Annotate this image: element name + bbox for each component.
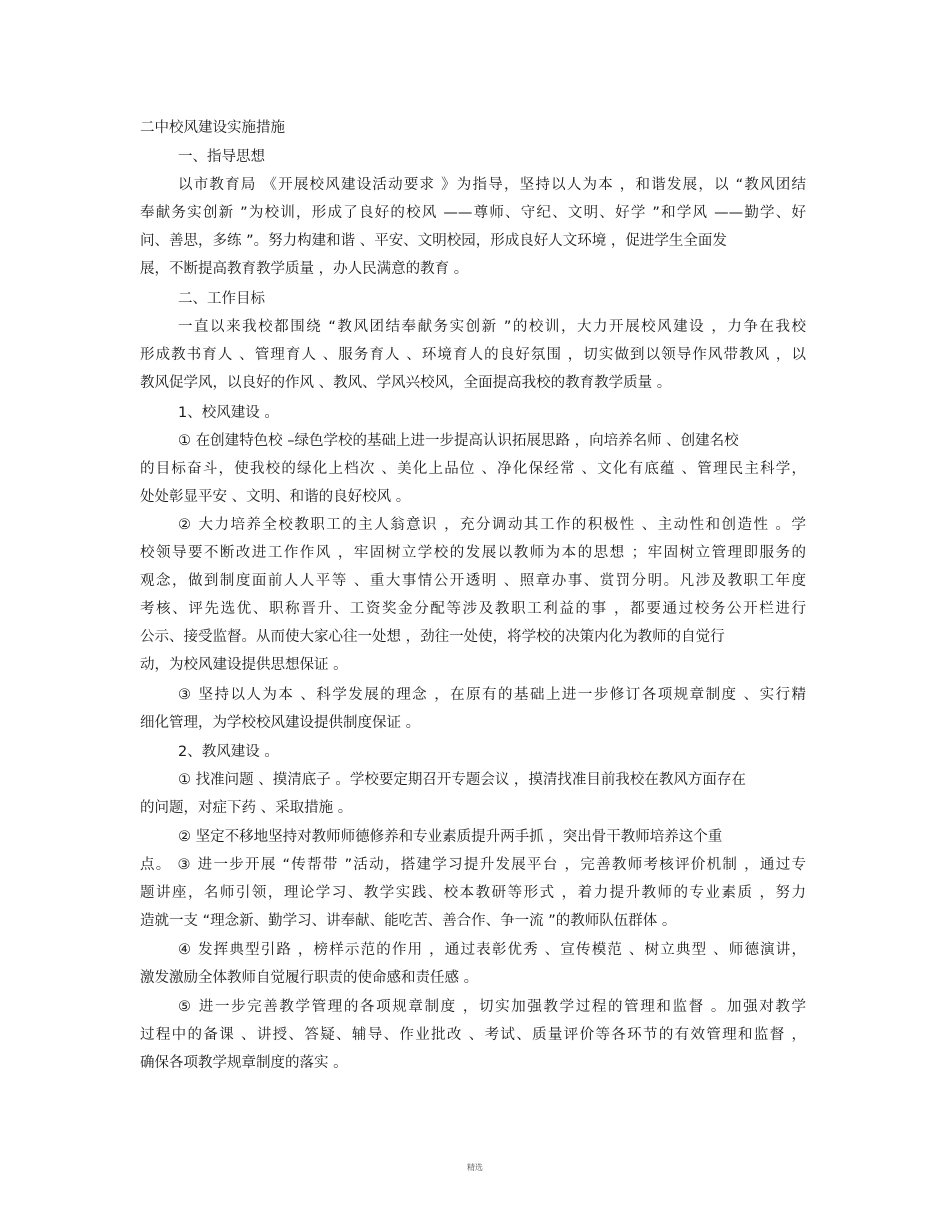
page-footer: 精选 — [467, 1163, 483, 1172]
paragraph-line: 考核、评先选优、职称晋升、工资奖金分配等涉及教职工利益的事 ，都要通过校务公开栏进行 — [140, 601, 806, 617]
paragraph-line: 的目标奋斗，使我校的绿化上档次 、美化上品位 、净化保经常 、文化有底蕴 、管理民主科学， — [140, 461, 806, 477]
paragraph-line: ① 在创建特色校 –绿色学校的基础上进一步提高认识拓展思路 ，向培养名师 、创建名校 — [178, 433, 739, 449]
paragraph-line: 点。 ③ 进一步开展 “传帮带 ”活动，搭建学习提升发展平台 ，完善教师考核评价机制 ，通过专 — [140, 857, 806, 873]
paragraph-line: 校领导要不断改进工作作风 ，牢固树立学校的发展以教师为本的思想 ；牢固树立管理即服务的 — [140, 545, 806, 561]
paragraph-line: ② 大力培养全校教职工的主人翁意识 ，充分调动其工作的积极性 、主动性和创造性 。学 — [178, 517, 806, 533]
paragraph-line: 1、校风建设 。 — [178, 405, 279, 421]
paragraph-line: 激发激励全体教师自觉履行职责的使命感和责任感 。 — [140, 970, 479, 986]
paragraph-line: 题讲座，名师引领，理论学习、教学实践、校本教研等形式 ，着力提升教师的专业素质 ，努力 — [140, 885, 806, 901]
paragraph-line: 公示、接受监督。从而使大家心往一处想 ，劲往一处使，将学校的决策内化为教师的自觉行 — [140, 629, 725, 645]
paragraph-line: ② 坚定不移地坚持对教师师德修养和专业素质提升两手抓 ，突出骨干教师培养这个重 — [178, 829, 723, 845]
paragraph-line: ① 找准问题 、摸清底子 。学校要定期召开专题会议 ，摸清找准目前我校在教风方面存在 — [178, 772, 746, 788]
paragraph-line: ③ 坚持以人为本 、科学发展的理念 ，在原有的基础上进一步修订各项规章制度 、实行精 — [178, 687, 806, 703]
paragraph-line: 动，为校风建设提供思想保证 。 — [140, 657, 348, 673]
paragraph-line: 奉献务实创新 ”为校训，形成了良好的校风 ——尊师、守纪、文明、好学 ”和学风 ——勤学、好 — [140, 205, 806, 221]
paragraph-line: 处处彰显平安 、文明、和谐的良好校风 。 — [140, 489, 411, 505]
paragraph-line: 问、善思，多练 ”。努力构建和谐 、平安、文明校园，形成良好人文环境 ，促进学生全面发 — [140, 233, 727, 249]
paragraph-line: 观念，做到制度面前人人平等 、重大事情公开透明 、照章办事、赏罚分明。凡涉及教职工年度 — [140, 573, 806, 589]
paragraph-line: ④ 发挥典型引路 ，榜样示范的作用 ，通过表彰优秀 、宣传模范 、树立典型 、师德演讲， — [178, 942, 806, 958]
paragraph-line: 教风促学风，以良好的作风 、教风、学风兴校风，全面提高我校的教育教学质量 。 — [140, 375, 672, 391]
paragraph-line: 以市教育局 《开展校风建设活动要求 》为指导，坚持以人为本 ，和谐发展，以 “教风团结 — [178, 177, 806, 193]
paragraph-line: 的问题，对症下药 、采取措施 。 — [140, 800, 353, 816]
paragraph-line: 确保各项教学规章制度的落实 。 — [140, 1055, 348, 1071]
paragraph-line: 造就一支 “理念新、勤学习、讲奉献、能吃苦、善合作、争一流 ”的教师队伍群体 。 — [140, 913, 677, 929]
paragraph-line: 过程中的备课 、讲授、答疑、辅导、作业批改 、考试、质量评价等各环节的有效管理和监督 ， — [140, 1027, 806, 1043]
paragraph-line: 形成教书育人 、管理育人 、服务育人 、环境育人的良好氛围 ，切实做到以领导作风带教风 ，以 — [140, 347, 806, 363]
paragraph-line: 一直以来我校都围绕 “教风团结奉献务实创新 ”的校训，大力开展校风建设 ，力争在我校 — [178, 319, 806, 335]
paragraph-line: 一、指导思想 — [178, 149, 265, 165]
paragraph-line: 2、教风建设 。 — [178, 744, 279, 760]
paragraph-line: 细化管理，为学校校风建设提供制度保证 。 — [140, 715, 421, 731]
paragraph-line: ⑤ 进一步完善教学管理的各项规章制度 ，切实加强教学过程的管理和监督 。加强对教学 — [178, 999, 806, 1015]
paragraph-line: 展，不断提高教育教学质量 ，办人民满意的教育 。 — [140, 261, 469, 277]
document-title: 二中校风建设实施措施 — [140, 120, 285, 136]
paragraph-line: 二、工作目标 — [178, 291, 265, 307]
